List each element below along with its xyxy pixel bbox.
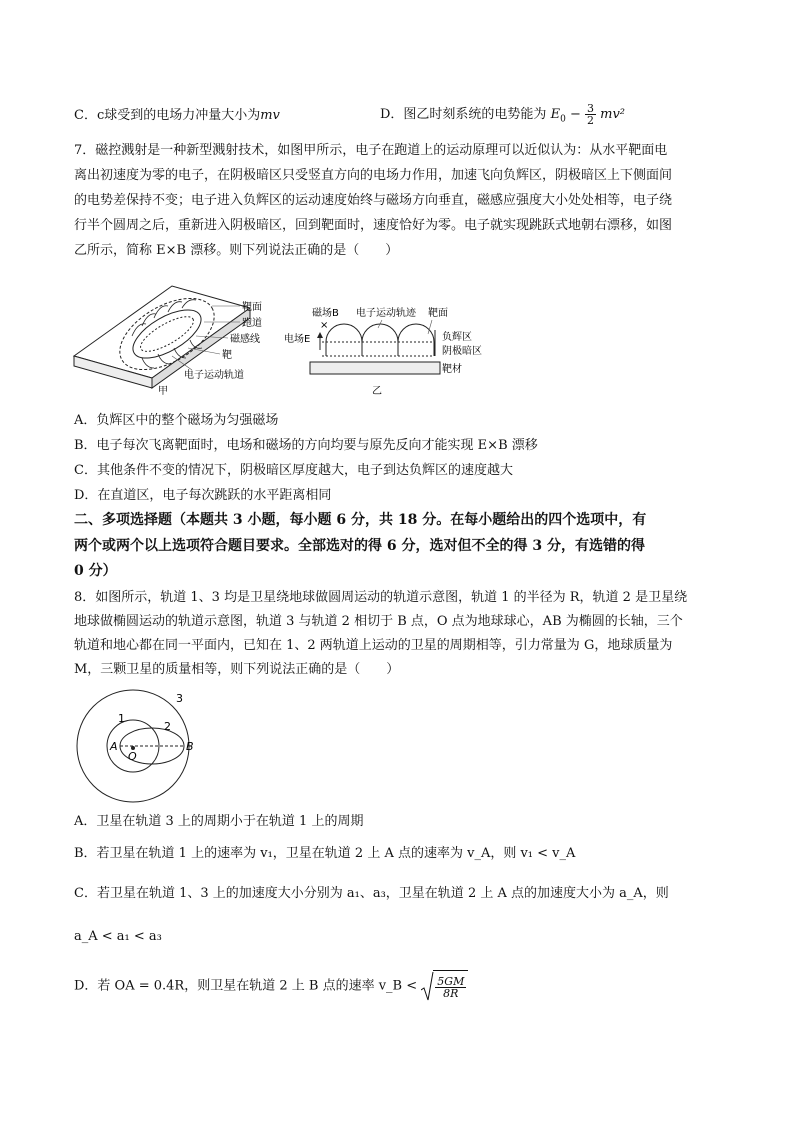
yi-cross-mark: × [320, 320, 329, 331]
yi-label-bamian: 靶面 [428, 308, 448, 319]
q8-option-b[interactable]: B．若卫星在轨道 1 上的速率为 v₁，卫星在轨道 2 上 A 点的速率为 v_A，则 v₁ < v_A [74, 846, 576, 861]
section2-heading-line-1: 二、多项选择题（本题共 3 小题，每小题 6 分，共 18 分。在每小题给出的四个选项中，有 [74, 512, 647, 528]
q7-stem-line-5: 乙所示，简称 E×B 漂移。则下列说法正确的是（ ） [74, 243, 399, 258]
yi-label-yinji: 阴极暗区 [442, 346, 482, 357]
q7-stem-line-3: 的电势差保持不变；电子进入负辉区的运动速度始终与磁场方向垂直，磁感应强度大小处处相等，电子绕 [74, 193, 673, 208]
yi-label-guiji: 电子运动轨迹 [356, 308, 416, 319]
section2-heading-line-2: 两个或两个以上选项符合题目要求。全部选对的得 6 分，选对但不全的得 3 分，有选错的得 [74, 538, 645, 554]
q8-option-c-continuation: a_A < a₁ < a₃ [74, 929, 162, 944]
q6-d-fraction: $\frac{3}{2}$ [587, 102, 594, 127]
orbit-label-1: 1 [118, 712, 125, 725]
jia-label-ba: 靶 [222, 350, 232, 361]
orbit-label-o: O [128, 750, 137, 763]
q8-stem-line-3: 轨道和地心都在同一平面内，已知在 1、2 两轨道上运动的卫星的周期相等，引力常量为 G，地球质量为 [74, 638, 673, 653]
q6-option-d[interactable]: D．图乙时刻系统的电势能为 $E_0$ − $\frac{3}{2}$ mv² [380, 102, 626, 127]
q8-stem-line-4: M，三颗卫星的质量相等，则下列说法正确的是（ ） [74, 662, 400, 677]
jia-label-cigan: 磁感线 [230, 334, 260, 345]
yi-caption: 乙 [372, 386, 382, 397]
q7-stem-line-4: 行半个圆周之后，重新进入阴极暗区，回到靶面时，速度恰好为零。电子就实现跳跃式地朝右漂移，如图 [74, 218, 673, 233]
jia-label-paodao: 跑道 [242, 318, 262, 329]
orbit-label-a: A [110, 740, 118, 753]
orbit-label-2: 2 [164, 720, 171, 733]
jia-label-bamian: 靶面 [242, 302, 262, 313]
q7-figure-jia [72, 278, 282, 398]
q6-option-c[interactable]: C．c球受到的电场力冲量大小为mv [74, 108, 280, 123]
q8-option-d[interactable]: D．若 OA = 0.4R，则卫星在轨道 2 上 B 点的速率 v_B < $\frac{5GM}{8R}$ [74, 970, 468, 1002]
jia-caption: 甲 [158, 386, 168, 397]
orbit-label-3: 3 [176, 692, 183, 705]
q7-stem-line-2: 离出初速度为零的电子，在阴极暗区只受竖直方向的电场力作用，加速飞向负辉区，阴极暗区上下侧面间 [74, 168, 673, 183]
q8-orbit-figure [72, 688, 202, 806]
q7-option-c[interactable]: C．其他条件不变的情况下，阴极暗区厚度越大，电子到达负辉区的速度越大 [74, 463, 513, 478]
q8-option-a[interactable]: A．卫星在轨道 3 上的周期小于在轨道 1 上的周期 [74, 814, 364, 829]
yi-label-bacai: 靶材 [442, 364, 462, 375]
orbit-label-b: B [186, 740, 194, 753]
yi-label-cichang: 磁场B [312, 308, 339, 319]
q7-option-b[interactable]: B．电子每次飞离靶面时，电场和磁场的方向均要与原先反向才能实现 E×B 漂移 [74, 438, 538, 453]
sqrt-expression: $\frac{5GM}{8R}$ [421, 970, 468, 1002]
section2-heading-line-3: 0 分） [74, 563, 117, 579]
q8-option-c[interactable]: C．若卫星在轨道 1、3 上的加速度大小分别为 a₁、a₃，卫星在轨道 2 上 A 点的加速度大小为 a_A，则 [74, 886, 669, 901]
q7-option-a[interactable]: A．负辉区中的整个磁场为匀强磁场 [74, 413, 279, 428]
q7-figure-yi [282, 290, 512, 410]
q7-stem-line-1: 7．磁控溅射是一种新型溅射技术，如图甲所示，电子在跑道上的运动原理可以近似认为：从水平靶面电 [74, 143, 668, 158]
q8-stem-line-2: 地球做椭圆运动的轨道示意图，轨道 3 与轨道 2 相切于 B 点，O 点为地球球心，AB 为椭圆的长轴，三个 [74, 614, 683, 629]
yi-label-dianchang: 电场E [284, 334, 311, 345]
yi-label-fuhui: 负辉区 [442, 332, 472, 343]
jia-label-guidao: 电子运动轨道 [184, 370, 244, 381]
q8-stem-line-1: 8．如图所示，轨道 1、3 均是卫星绕地球做圆周运动的轨道示意图，轨道 1 的半径为 R，轨道 2 是卫星绕 [74, 590, 688, 605]
q7-option-d[interactable]: D．在直道区，电子每次跳跃的水平距离相同 [74, 488, 332, 503]
